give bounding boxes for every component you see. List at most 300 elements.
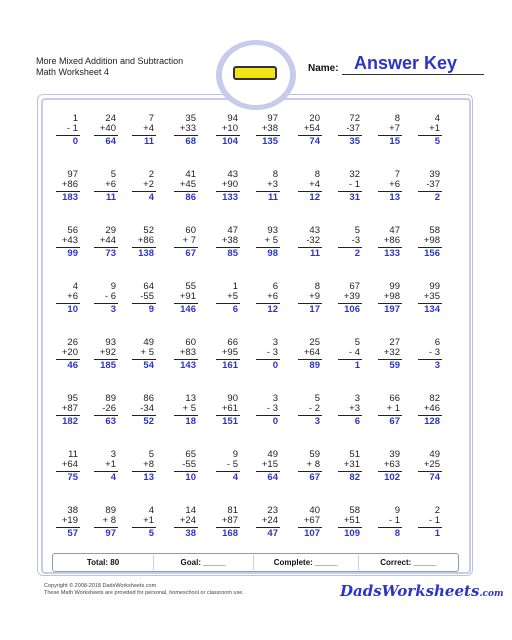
problem-bottom-operand: +35 (423, 291, 440, 302)
problem-top-operand: 8 (394, 113, 400, 124)
problem-answer: 57 (67, 528, 78, 539)
problem-answer: 2 (354, 248, 360, 259)
problem-answer: 8 (394, 528, 400, 539)
problem-bottom-operand: +87 (221, 515, 238, 526)
problem-bottom-operand: -34 (140, 403, 154, 414)
problem-top-operand: 49 (143, 337, 154, 348)
problem-top-operand: 27 (389, 337, 400, 348)
problem-answer: 67 (309, 472, 320, 483)
problem-bottom-operand: +54 (303, 123, 320, 134)
problem-bottom-operand: +64 (303, 347, 320, 358)
problem-top-operand: 5 (148, 449, 154, 460)
problem-bottom-operand: +24 (179, 515, 196, 526)
problem-67 (288, 450, 330, 490)
problem-29 (368, 226, 410, 266)
problem-74 (164, 506, 206, 546)
problem-65 (206, 450, 248, 490)
problem-answer: 74 (309, 136, 320, 147)
problem-top-operand: 24 (105, 113, 116, 124)
problem-bottom-operand: +46 (423, 403, 440, 414)
problem-answer: 59 (389, 360, 400, 371)
worksheet-title (36, 56, 183, 78)
problem-answer: 6 (232, 304, 238, 315)
problem-51 (46, 394, 88, 434)
problem-top-operand: 51 (349, 449, 360, 460)
problem-12 (84, 170, 126, 210)
problem-bottom-operand: -37 (346, 123, 360, 134)
problem-top-operand: 89 (105, 505, 116, 516)
problem-top-operand: 49 (267, 449, 278, 460)
problem-58 (328, 394, 370, 434)
problem-72 (84, 506, 126, 546)
problem-70 (408, 450, 450, 490)
problem-bottom-operand: +39 (343, 291, 360, 302)
problem-43 (122, 338, 164, 378)
problem-top-operand: 58 (349, 505, 360, 516)
problem-top-operand: 32 (349, 169, 360, 180)
total-count: Total: 80 (86, 558, 120, 567)
problem-bottom-operand: +43 (61, 235, 78, 246)
problem-bottom-operand: +38 (261, 123, 278, 134)
problem-answer: 13 (143, 472, 154, 483)
problem-top-operand: 93 (267, 225, 278, 236)
problem-top-operand: 40 (309, 505, 320, 516)
problem-22 (84, 226, 126, 266)
problem-15 (206, 170, 248, 210)
problem-35 (206, 282, 248, 322)
problem-top-operand: 1 (232, 281, 238, 292)
problem-44 (164, 338, 206, 378)
problem-bottom-operand: +98 (423, 235, 440, 246)
problem-41 (46, 338, 88, 378)
problem-bottom-operand: +1 (429, 123, 440, 134)
problem-75 (206, 506, 248, 546)
problem-59 (368, 394, 410, 434)
problem-top-operand: 9 (394, 505, 400, 516)
problem-25 (206, 226, 248, 266)
problem-bottom-operand: +6 (389, 179, 400, 190)
problem-top-operand: 52 (143, 225, 154, 236)
problem-56 (246, 394, 288, 434)
problem-answer: 54 (143, 360, 154, 371)
problem-69 (368, 450, 410, 490)
problem-answer: 134 (424, 304, 440, 315)
problem-14 (164, 170, 206, 210)
problem-top-operand: 20 (309, 113, 320, 124)
problem-54 (164, 394, 206, 434)
problem-top-operand: 72 (349, 113, 360, 124)
complete-field: Complete: _____ (273, 558, 338, 567)
problem-top-operand: 7 (394, 169, 400, 180)
problem-answer: 106 (344, 304, 360, 315)
problem-52 (84, 394, 126, 434)
problem-42 (84, 338, 126, 378)
problem-top-operand: 39 (389, 449, 400, 460)
problem-answer: 17 (309, 304, 320, 315)
problem-16 (246, 170, 288, 210)
problem-bottom-operand: - 1 (388, 515, 400, 526)
problem-answer: 3 (314, 416, 320, 427)
problem-answer: 89 (309, 360, 320, 371)
problem-answer: 3 (110, 304, 116, 315)
problem-top-operand: 64 (143, 281, 154, 292)
problem-bottom-operand: + 8 (102, 515, 116, 526)
problem-top-operand: 58 (429, 225, 440, 236)
problem-1 (46, 114, 88, 154)
problem-answer: 86 (185, 192, 196, 203)
problem-answer: 2 (434, 192, 440, 203)
problem-bottom-operand: +98 (383, 291, 400, 302)
problem-answer: 46 (67, 360, 78, 371)
problem-10 (408, 114, 450, 154)
problem-top-operand: 8 (272, 169, 278, 180)
problem-45 (206, 338, 248, 378)
problem-answer: 31 (349, 192, 360, 203)
problem-53 (122, 394, 164, 434)
problem-bottom-operand: +91 (179, 291, 196, 302)
problem-9 (368, 114, 410, 154)
problem-55 (206, 394, 248, 434)
problem-bottom-operand: +61 (221, 403, 238, 414)
problem-answer: 102 (384, 472, 400, 483)
problem-top-operand: 3 (272, 393, 278, 404)
problem-answer: 11 (105, 192, 116, 203)
problem-bottom-operand: +7 (389, 123, 400, 134)
problem-bottom-operand: +6 (267, 291, 278, 302)
brand-logo (340, 582, 504, 600)
problem-2 (84, 114, 126, 154)
problem-top-operand: 39 (429, 169, 440, 180)
problem-top-operand: 97 (67, 169, 78, 180)
problem-answer: 74 (429, 472, 440, 483)
problem-bottom-operand: - 3 (266, 403, 278, 414)
problem-bottom-operand: +6 (105, 179, 116, 190)
problem-bottom-operand: +4 (143, 123, 154, 134)
problem-bottom-operand: + 7 (182, 235, 196, 246)
problem-answer: 104 (222, 136, 238, 147)
problem-top-operand: 90 (227, 393, 238, 404)
problem-bottom-operand: +8 (143, 459, 154, 470)
problem-bottom-operand: +67 (303, 515, 320, 526)
problem-top-operand: 89 (105, 393, 116, 404)
problem-bottom-operand: -3 (351, 235, 360, 246)
problem-answer: 52 (143, 416, 154, 427)
problem-top-operand: 11 (68, 449, 78, 460)
problem-bottom-operand: +51 (343, 515, 360, 526)
problem-37 (288, 282, 330, 322)
problem-62 (84, 450, 126, 490)
problem-top-operand: 8 (314, 281, 320, 292)
problem-answer: 47 (267, 528, 278, 539)
problem-46 (246, 338, 288, 378)
problem-answer: 73 (105, 248, 116, 259)
problem-38 (328, 282, 370, 322)
problem-bottom-operand: +92 (99, 347, 116, 358)
problem-top-operand: 2 (434, 505, 440, 516)
problem-answer: 18 (185, 416, 196, 427)
problem-answer: 12 (309, 192, 320, 203)
problem-bottom-operand: +86 (383, 235, 400, 246)
problem-top-operand: 43 (309, 225, 320, 236)
problem-bottom-operand: +3 (267, 179, 278, 190)
problem-bottom-operand: +9 (309, 291, 320, 302)
problem-answer: 133 (222, 192, 238, 203)
problem-answer: 12 (267, 304, 278, 315)
problem-bottom-operand: +87 (61, 403, 78, 414)
problem-bottom-operand: - 1 (428, 515, 440, 526)
problem-top-operand: 35 (185, 113, 196, 124)
problem-answer: 11 (267, 192, 278, 203)
problem-bottom-operand: +5 (227, 291, 238, 302)
problem-answer: 4 (148, 192, 154, 203)
name-underline (342, 74, 484, 75)
problem-top-operand: 14 (185, 505, 196, 516)
problem-bottom-operand: +3 (349, 403, 360, 414)
problem-31 (46, 282, 88, 322)
problem-answer: 98 (267, 248, 278, 259)
problem-50 (408, 338, 450, 378)
problem-top-operand: 25 (309, 337, 320, 348)
brand-name: DadsWorksheets (340, 582, 480, 600)
copyright-notice (44, 583, 244, 597)
problem-bottom-operand: +24 (261, 515, 278, 526)
problem-61 (46, 450, 88, 490)
problem-answer: 151 (222, 416, 238, 427)
brand-suffix: .com (479, 589, 504, 599)
problem-top-operand: 47 (389, 225, 400, 236)
problem-top-operand: 6 (434, 337, 440, 348)
problem-answer: 1 (434, 528, 440, 539)
problem-30 (408, 226, 450, 266)
problem-13 (122, 170, 164, 210)
problem-answer: 85 (227, 248, 238, 259)
problem-19 (368, 170, 410, 210)
problem-answer: 109 (344, 528, 360, 539)
problem-21 (46, 226, 88, 266)
problem-bottom-operand: -55 (182, 459, 196, 470)
problem-top-operand: 99 (429, 281, 440, 292)
problem-73 (122, 506, 164, 546)
problem-answer: 3 (434, 360, 440, 371)
gold-bar-icon (233, 66, 277, 80)
problem-32 (84, 282, 126, 322)
problem-23 (122, 226, 164, 266)
problem-bottom-operand: +63 (383, 459, 400, 470)
problem-bottom-operand: - 3 (266, 347, 278, 358)
problem-28 (328, 226, 370, 266)
problem-answer: 183 (62, 192, 78, 203)
problem-39 (368, 282, 410, 322)
problem-79 (368, 506, 410, 546)
problem-bottom-operand: +40 (99, 123, 116, 134)
problem-top-operand: 99 (389, 281, 400, 292)
problem-answer: 138 (138, 248, 154, 259)
problem-33 (122, 282, 164, 322)
problem-top-operand: 7 (148, 113, 154, 124)
goal-field: Goal: _____ (180, 558, 226, 567)
problem-bottom-operand: +20 (61, 347, 78, 358)
problem-bottom-operand: +44 (99, 235, 116, 246)
problem-answer: 1 (354, 360, 360, 371)
problem-answer: 156 (424, 248, 440, 259)
problem-top-operand: 5 (110, 169, 116, 180)
problem-top-operand: 5 (354, 337, 360, 348)
problem-answer: 67 (389, 416, 400, 427)
problem-bottom-operand: +33 (179, 123, 196, 134)
problem-bottom-operand: +83 (179, 347, 196, 358)
problem-top-operand: 56 (67, 225, 78, 236)
problem-18 (328, 170, 370, 210)
problem-top-operand: 3 (272, 337, 278, 348)
problem-top-operand: 65 (185, 449, 196, 460)
problem-bottom-operand: +64 (61, 459, 78, 470)
problem-top-operand: 2 (148, 169, 154, 180)
copyright-line1: Copyright © 2008-2018 DadsWorksheets.com (44, 583, 157, 589)
problem-bottom-operand: - 1 (66, 123, 78, 134)
problem-24 (164, 226, 206, 266)
problem-top-operand: 95 (67, 393, 78, 404)
problem-bottom-operand: +38 (221, 235, 238, 246)
problem-answer: 185 (100, 360, 116, 371)
problem-bottom-operand: + 5 (182, 403, 196, 414)
problem-answer: 0 (72, 136, 78, 147)
problem-bottom-operand: +4 (309, 179, 320, 190)
problem-40 (408, 282, 450, 322)
name-label: Name: (308, 63, 339, 74)
problem-answer: 75 (67, 472, 78, 483)
problem-answer: 99 (67, 248, 78, 259)
problem-top-operand: 26 (67, 337, 78, 348)
problem-answer: 5 (434, 136, 440, 147)
problem-bottom-operand: +10 (221, 123, 238, 134)
problem-top-operand: 41 (185, 169, 196, 180)
problem-answer: 97 (105, 528, 116, 539)
problem-top-operand: 4 (434, 113, 440, 124)
worksheet-title-line2: Math Worksheet 4 (36, 67, 109, 77)
problem-36 (246, 282, 288, 322)
problem-top-operand: 13 (185, 393, 196, 404)
problem-bottom-operand: -37 (426, 179, 440, 190)
problem-top-operand: 5 (354, 225, 360, 236)
correct-field: Correct: _____ (380, 558, 436, 567)
problem-bottom-operand: +1 (105, 459, 116, 470)
problem-78 (328, 506, 370, 546)
problem-answer: 182 (62, 416, 78, 427)
problem-66 (246, 450, 288, 490)
worksheet-title-line1: More Mixed Addition and Subtraction (36, 56, 184, 66)
problem-top-operand: 67 (349, 281, 360, 292)
problem-top-operand: 5 (314, 393, 320, 404)
problem-answer: 128 (424, 416, 440, 427)
problem-answer: 64 (105, 136, 116, 147)
problem-47 (288, 338, 330, 378)
problem-bottom-operand: +15 (261, 459, 278, 470)
problem-answer: 4 (232, 472, 238, 483)
problem-bottom-operand: - 1 (348, 179, 360, 190)
problem-answer: 82 (349, 472, 360, 483)
problem-bottom-operand: +90 (221, 179, 238, 190)
problem-80 (408, 506, 450, 546)
problem-6 (246, 114, 288, 154)
problem-top-operand: 81 (227, 505, 238, 516)
problem-top-operand: 82 (429, 393, 440, 404)
problem-17 (288, 170, 330, 210)
problem-bottom-operand: - 5 (226, 459, 238, 470)
problem-bottom-operand: + 5 (264, 235, 278, 246)
problem-27 (288, 226, 330, 266)
problem-answer: 146 (180, 304, 196, 315)
problem-answer: 4 (110, 472, 116, 483)
problem-top-operand: 66 (227, 337, 238, 348)
problem-top-operand: 93 (105, 337, 116, 348)
problem-bottom-operand: +86 (137, 235, 154, 246)
problem-bottom-operand: - 6 (104, 291, 116, 302)
copyright-line2: These Math Worksheets are provided for personal, homeschool or classroom use. (44, 590, 244, 596)
problem-4 (164, 114, 206, 154)
problem-top-operand: 43 (227, 169, 238, 180)
name-field (308, 52, 486, 78)
problem-answer: 10 (185, 472, 196, 483)
problem-bottom-operand: - 2 (308, 403, 320, 414)
problem-bottom-operand: +2 (143, 179, 154, 190)
problem-answer: 10 (67, 304, 78, 315)
problem-top-operand: 59 (309, 449, 320, 460)
problem-top-operand: 23 (267, 505, 278, 516)
problem-answer: 9 (148, 304, 154, 315)
problem-bottom-operand: +31 (343, 459, 360, 470)
problem-top-operand: 9 (110, 281, 116, 292)
problem-top-operand: 49 (429, 449, 440, 460)
problem-bottom-operand: +19 (61, 515, 78, 526)
problem-answer: 35 (349, 136, 360, 147)
problem-answer: 11 (309, 248, 320, 259)
problem-top-operand: 55 (185, 281, 196, 292)
problem-answer: 135 (262, 136, 278, 147)
problem-68 (328, 450, 370, 490)
problem-top-operand: 4 (148, 505, 154, 516)
problem-top-operand: 29 (105, 225, 116, 236)
problem-top-operand: 60 (185, 337, 196, 348)
problem-bottom-operand: +6 (67, 291, 78, 302)
problem-bottom-operand: + 8 (306, 459, 320, 470)
problem-bottom-operand: - 3 (428, 347, 440, 358)
problem-answer: 197 (384, 304, 400, 315)
problem-60 (408, 394, 450, 434)
problem-top-operand: 97 (267, 113, 278, 124)
problem-answer: 107 (304, 528, 320, 539)
problem-answer: 11 (143, 136, 154, 147)
problem-top-operand: 60 (185, 225, 196, 236)
problem-answer: 5 (148, 528, 154, 539)
problem-57 (288, 394, 330, 434)
problem-top-operand: 3 (354, 393, 360, 404)
problem-answer: 15 (389, 136, 400, 147)
problem-answer: 67 (185, 248, 196, 259)
problem-top-operand: 86 (143, 393, 154, 404)
problem-bottom-operand: +25 (423, 459, 440, 470)
problem-top-operand: 66 (389, 393, 400, 404)
problem-top-operand: 8 (314, 169, 320, 180)
problem-top-operand: 3 (110, 449, 116, 460)
score-footer (52, 553, 459, 572)
problem-64 (164, 450, 206, 490)
problem-answer: 0 (272, 360, 278, 371)
problem-top-operand: 47 (227, 225, 238, 236)
problem-76 (246, 506, 288, 546)
answer-key-label: Answer Key (354, 53, 458, 73)
problem-answer: 63 (105, 416, 116, 427)
problem-top-operand: 4 (72, 281, 78, 292)
